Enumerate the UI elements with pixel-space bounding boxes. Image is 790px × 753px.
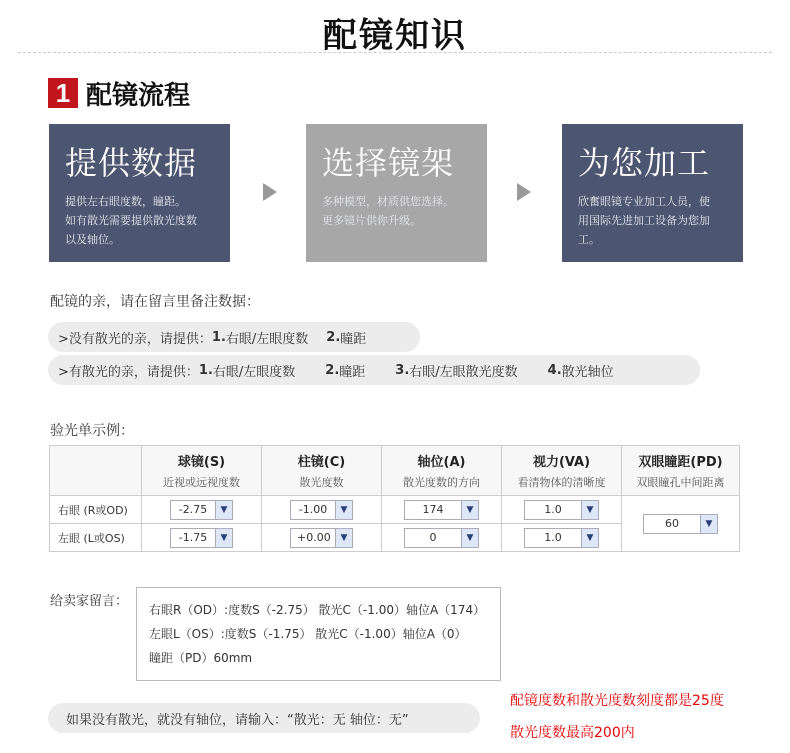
- message-label: 给卖家留言：: [50, 594, 129, 609]
- step-choose-frame: [306, 124, 487, 262]
- chevron-down-icon: ▼: [461, 501, 478, 519]
- chevron-down-icon: ▼: [335, 529, 352, 547]
- table-corner: [50, 446, 142, 496]
- step-title: 选择镜架: [322, 144, 455, 182]
- step-desc: 提供左右眼度数，瞳距。 如有散光需要提供散光度数 以及轴位。: [65, 195, 197, 246]
- message-line: 瞳距（PD）60mm: [149, 651, 253, 665]
- section-header: [48, 76, 190, 110]
- play-arrow-icon: [263, 183, 277, 201]
- va-select[interactable]: 1.0 ▼: [524, 528, 599, 548]
- chevron-down-icon: ▼: [215, 501, 232, 519]
- sphere-select[interactable]: -2.75 ▼: [170, 500, 233, 520]
- column-header: 球镜(S) 近视或远视度数: [142, 446, 262, 496]
- column-header: 双眼瞳距(PD) 双眼瞳孔中间距离: [622, 446, 740, 496]
- no-astigmatism-pill: >没有散光的亲，请提供： 1. 右眼/左眼度数 2. 瞳距: [48, 322, 420, 352]
- axis-select[interactable]: 0 ▼: [404, 528, 479, 548]
- row-label: 左眼 (L或OS): [50, 524, 142, 552]
- column-header: 柱镜(C) 散光度数: [262, 446, 382, 496]
- step-desc: 多种模型，材质供您选择。 更多镜片供你升级。: [322, 195, 454, 227]
- chevron-down-icon: ▼: [335, 501, 352, 519]
- column-header: 轴位(A) 散光度数的方向: [382, 446, 502, 496]
- message-line: 右眼R（OD）:度数S（-2.75） 散光C（-1.00）轴位A（174）: [149, 603, 486, 617]
- prescription-table: [49, 445, 740, 552]
- sphere-select[interactable]: -1.75 ▼: [170, 528, 233, 548]
- va-select[interactable]: 1.0 ▼: [524, 500, 599, 520]
- play-arrow-icon: [517, 183, 531, 201]
- red-note-scale: 配镜度数和散光度数刻度都是25度: [510, 693, 724, 709]
- section-title: 配镜流程: [86, 80, 191, 111]
- section-number: 1: [48, 78, 78, 108]
- astigmatism-pill: >有散光的亲，请提供： 1. 右眼/左眼度数 2. 瞳距 3. 右眼/左眼散光度数 4. 散光轴位: [48, 355, 700, 385]
- column-header: 视力(VA) 看清物体的清晰度: [502, 446, 622, 496]
- step-processing: [562, 124, 743, 262]
- message-textarea[interactable]: [136, 587, 501, 681]
- axis-select[interactable]: 174 ▼: [404, 500, 479, 520]
- red-note-max: 散光度数最高200内: [510, 725, 635, 741]
- table-row: [50, 496, 740, 524]
- pd-select[interactable]: 60 ▼: [643, 514, 718, 534]
- row-label: 右眼 (R或OD): [50, 496, 142, 524]
- no-astigmatism-instruction: 如果没有散光，就没有轴位，请输入：“散光：无 轴位：无”: [48, 703, 480, 733]
- cylinder-select[interactable]: +0.00 ▼: [290, 528, 353, 548]
- example-label: 验光单示例：: [50, 423, 134, 439]
- chevron-down-icon: ▼: [700, 515, 717, 533]
- step-title: 提供数据: [65, 144, 198, 182]
- step-title: 为您加工: [578, 144, 711, 182]
- chevron-down-icon: ▼: [581, 529, 598, 547]
- step-desc: 欣奮眼镜专业加工人员，使 用国际先进加工设备为您加 工。: [578, 195, 710, 246]
- chevron-down-icon: ▼: [581, 501, 598, 519]
- title-divider: [18, 52, 772, 53]
- message-line: 左眼L（OS）:度数S（-1.75） 散光C（-1.00）轴位A（0）: [149, 627, 467, 641]
- chevron-down-icon: ▼: [215, 529, 232, 547]
- note-label: 配镜的亲，请在留言里备注数据：: [50, 294, 260, 310]
- chevron-down-icon: ▼: [461, 529, 478, 547]
- table-header-row: [50, 446, 740, 496]
- cylinder-select[interactable]: -1.00 ▼: [290, 500, 353, 520]
- step-provide-data: [49, 124, 230, 262]
- page-title: 配镜知识: [323, 16, 467, 56]
